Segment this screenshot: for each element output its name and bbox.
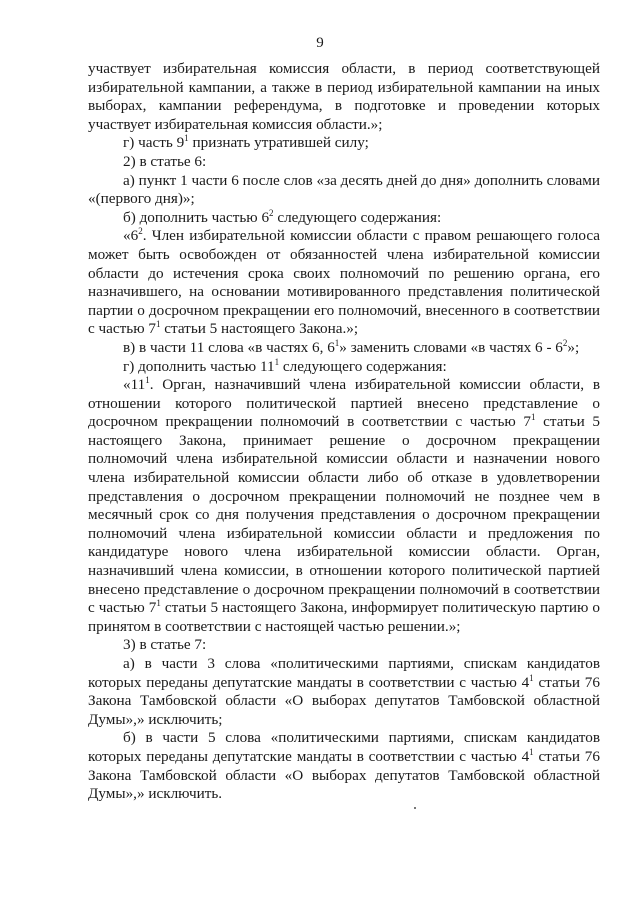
paragraph-text: 3) в статье 7: (123, 636, 207, 654)
paragraph-text: статьи 76 Закона Тамбовской области «О выборах депутатов Тамбовской областной Думы»,» исключить. (88, 747, 600, 803)
scan-speck (414, 807, 416, 809)
paragraph-text: »; (567, 338, 580, 356)
paragraph-text: в) в части 11 слова «в частях 6, 6 (123, 338, 335, 356)
paragraph-text: признать утратившей силу; (188, 134, 369, 152)
page-number: 9 (316, 35, 324, 51)
paragraph-text: статьи 76 Закона Тамбовской области «О выборах депутатов Тамбовской областной Думы»,» исключить; (88, 673, 600, 728)
superscript: 1 (156, 598, 161, 609)
superscript: 1 (529, 672, 534, 683)
paragraph (88, 729, 600, 803)
paragraph-text: следующего содержания: (273, 208, 442, 226)
paragraph-text: » заменить словами «в частях 6 - 6 (339, 338, 563, 356)
superscript: 1 (155, 319, 161, 330)
paragraph (88, 134, 600, 153)
superscript: 1 (529, 746, 534, 757)
superscript: 1 (274, 356, 280, 367)
paragraph-text: участвует избирательная комиссия области, в период соответствующей избирательной кампании, а также в период избирательной кампании на иных выборах, кампании референдума, в подготовке и проведении которых участвует избирательная комиссия области.»; (88, 60, 600, 133)
paragraph-text: а) в части 3 слова «политическими партиями, спискам кандидатов которых переданы депутатские мандаты в соответствии с частью 4 (88, 655, 600, 691)
paragraph-text: 2) в статье 6: (123, 152, 207, 170)
paragraph-text: следующего содержания: (279, 357, 447, 375)
paragraph (88, 60, 600, 134)
paragraph (88, 358, 600, 377)
paragraph-text: б) в части 5 слова «политическими партиями, спискам кандидатов которых переданы депутатские мандаты в соответствии с частью 4 (88, 729, 600, 765)
paragraph (88, 636, 600, 655)
paragraph (88, 227, 600, 339)
paragraph-text: статьи 5 настоящего Закона, принимает решение о досрочном прекращении полномочий члена избирательной комиссии области и назначении нового члена избирательной комиссии области либо об отказе в удовлетворении представления о досрочном прекращении полномочий не позднее чем в месячный срок со дня получения представления о досрочном прекращении полномочий члена избирательной комиссии области и предложения по кандидатуре нового члена избирательной комиссии области. Орган, назначивший члена комиссии, в отношении которого политической партией внесено представление о досрочном прекращении полномочий в соответствии с частью 7 (88, 413, 600, 617)
paragraph (88, 655, 600, 729)
paragraph-text: . Член избирательной комиссии области с правом решающего голоса может быть освобожден от обязанностей члена избирательной комиссии области до истечения срока своих полномочий по решению органа, его назначившего, на основании мотивированного представления политической партии о досрочном прекращении его полномочий, внесенного в соответствии с частью 7 (88, 227, 600, 338)
paragraph (88, 376, 600, 636)
superscript: 2 (562, 337, 568, 348)
superscript: 1 (184, 133, 189, 144)
paragraph-text: «6 (123, 227, 139, 245)
superscript: 2 (138, 226, 143, 237)
paragraph-text: а) пункт 1 части 6 после слов «за десять дней до дня» дополнить словами «(первого дня)»; (88, 171, 600, 208)
paragraph-text: . Орган, назначивший члена избирательной комиссии области, в отношении которого политической партией внесено представление о досрочном прекращении полномочий в соответствии с частью 7 (88, 376, 600, 431)
superscript: 1 (531, 412, 536, 423)
paragraph-text: б) дополнить частью 6 (123, 208, 270, 226)
paragraph (88, 339, 600, 358)
document-body (88, 60, 600, 804)
paragraph-text: статьи 5 настоящего Закона.»; (160, 320, 359, 338)
superscript: 2 (269, 207, 274, 218)
paragraph-text: г) часть 9 (123, 134, 185, 152)
paragraph-text: г) дополнить частью 11 (123, 357, 275, 375)
paragraph (88, 209, 600, 228)
paragraph (88, 172, 600, 209)
paragraph-text: «11 (123, 376, 146, 394)
paragraph-text: статьи 5 настоящего Закона, информирует политическую партию о принятом в соответствии с настоящей частью решении.»; (88, 599, 600, 635)
paragraph (88, 153, 600, 172)
superscript: 1 (145, 375, 150, 386)
superscript: 1 (334, 337, 340, 348)
